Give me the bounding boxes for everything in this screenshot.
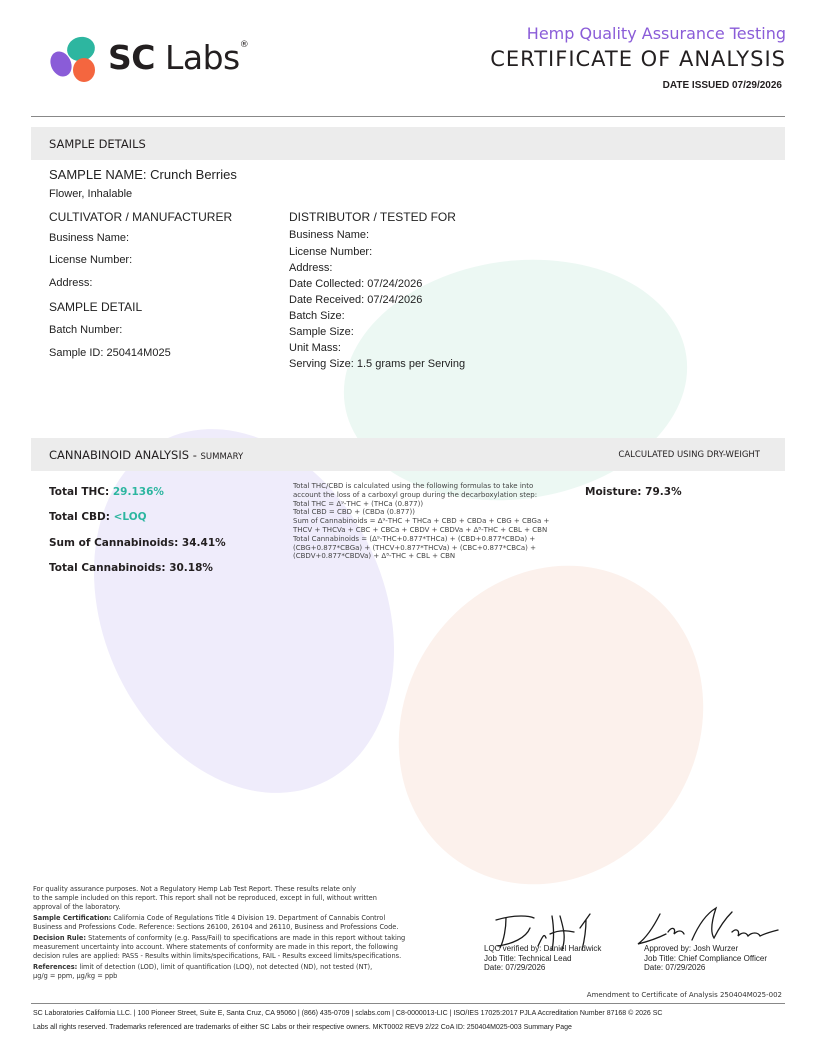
- total-cbd: [49, 511, 147, 523]
- disclaimer: [33, 885, 445, 981]
- right-date: Date: 07/29/2026: [644, 963, 706, 972]
- date-received: Date Received: 07/24/2026: [289, 294, 423, 306]
- cultivator-heading: CULTIVATOR / MANUFACTURER: [49, 210, 233, 224]
- decision-rule-label: Decision Rule:: [33, 934, 86, 942]
- certification-text: Business and Professions Code. Reference: Sections 26100, 26104 and 26110, Business and Professions Code.: [33, 923, 399, 931]
- logo-mark-icon: [47, 33, 105, 85]
- sample-name: SAMPLE NAME: Crunch Berries: [49, 167, 237, 182]
- left-job-title: Job Title: Technical Lead: [484, 953, 572, 963]
- disclaimer-line: For quality assurance purposes. Not a Regulatory Hemp Lab Test Report. These results relate only: [33, 885, 357, 893]
- logo-wordmark: [108, 38, 248, 77]
- total-thc-label: Total THC:: [49, 486, 113, 498]
- signature-left-info: [484, 944, 601, 973]
- approved-by: Approved by: Josh Wurzer: [644, 944, 739, 953]
- verified-by: LQC verified by: Daniel Hardwick: [484, 944, 602, 953]
- footer-divider: [31, 1003, 785, 1004]
- signature-right-info: [644, 944, 767, 973]
- formula-line: Total Cannabinoids = (Δ⁹-THC+0.877*THCa) + (CBD+0.877*CBDa) +: [293, 534, 536, 543]
- registered-mark: ®: [239, 40, 249, 50]
- cultivator-address: Address:: [49, 277, 93, 289]
- cannabinoid-heading: [49, 448, 243, 462]
- distributor-address: Address:: [289, 262, 333, 274]
- left-date: Date: 07/29/2026: [484, 963, 546, 972]
- formula-line: Sum of Cannabinoids = Δ⁹-THC + THCa + CBD + CBDa + CBG + CBGa +: [293, 517, 550, 526]
- certification-text: California Code of Regulations Title 4 Division 19. Department of Cannabis Control: [111, 914, 386, 922]
- disclaimer-line: to the sample included on this report. This report shall not be reproduced, except in full, without written: [33, 894, 377, 902]
- sample-id: Sample ID: 250414M025: [49, 347, 171, 359]
- sample-detail-heading: SAMPLE DETAIL: [49, 300, 143, 314]
- header-divider: [31, 116, 785, 117]
- logo-wordmark-bold: SC: [108, 38, 155, 77]
- background-blob-orange: [338, 507, 765, 944]
- decision-rule-text: Statements of conformity (e.g. Pass/Fail) to specifications are made in this report without taking: [85, 934, 406, 942]
- decision-rule-text: measurement uncertainty into account. Where statements of conformity are made in this report, the following: [33, 943, 398, 951]
- calculation-formulas: [293, 482, 575, 561]
- total-thc: [49, 486, 164, 498]
- cultivator-business-name: Business Name:: [49, 232, 130, 244]
- sample-size: Sample Size:: [289, 326, 354, 338]
- formula-line: Total THC/CBD is calculated using the following formulas to take into: [293, 482, 534, 490]
- disclaimer-line: approval of the laboratory.: [33, 903, 121, 911]
- moisture: Moisture: 79.3%: [585, 486, 682, 498]
- cannabinoid-heading-main: CANNABINOID ANALYSIS -: [49, 448, 201, 462]
- sample-details-band: [31, 127, 785, 160]
- formula-line: Total CBD = CBD + (CBDa (0.877)): [293, 508, 415, 517]
- distributor-license-number: License Number:: [289, 246, 373, 258]
- amendment-note: Amendment to Certificate of Analysis 250404M025-002: [586, 991, 782, 999]
- formula-line: (CBDV+0.877*CBDVa) + Δ⁸-THC + CBL + CBN: [293, 552, 456, 561]
- distributor-business-name: Business Name:: [289, 229, 370, 241]
- header-subtitle: Hemp Quality Assurance Testing: [526, 24, 786, 43]
- footer-line-1: SC Laboratories California LLC. | 100 Pioneer Street, Suite E, Santa Cruz, CA 95060 | (866) 435-0709 | sclabs.com | C8-0000013-LIC | ISO/IES 17025:2017 PJLA Accreditation Number 87168 © 2026 SC: [33, 1010, 663, 1017]
- formula-line: Total THC = Δ⁹-THC + (THCa (0.877)): [293, 499, 424, 508]
- sample-details-heading: SAMPLE DETAILS: [49, 137, 146, 151]
- references-label: References:: [33, 963, 78, 971]
- distributor-heading: DISTRIBUTOR / TESTED FOR: [289, 210, 456, 224]
- signature-josh-wurzer: [632, 904, 782, 949]
- sum-of-cannabinoids: Sum of Cannabinoids: 34.41%: [49, 537, 226, 549]
- logo: [47, 33, 267, 85]
- cultivator-license-number: License Number:: [49, 254, 133, 266]
- formula-line: account the loss of a carboxyl group during the decarboxylation step:: [293, 490, 538, 499]
- right-job-title: Job Title: Chief Compliance Officer: [644, 953, 768, 963]
- unit-mass: Unit Mass:: [289, 342, 341, 354]
- cannabinoid-band: [31, 438, 785, 471]
- dry-weight-note: CALCULATED USING DRY-WEIGHT: [618, 450, 760, 460]
- logo-wordmark-light: Labs: [165, 38, 240, 77]
- page-title: CERTIFICATE OF ANALYSIS: [490, 47, 786, 71]
- references-text: µg/g = ppm, µg/kg = ppb: [33, 972, 118, 980]
- decision-rule-text: decision rules are applied: PASS - Results within limits/specifications, FAIL - Results exceed limits/specifications.: [33, 952, 402, 960]
- sample-type: Flower, Inhalable: [49, 188, 133, 200]
- batch-size: Batch Size:: [289, 310, 345, 322]
- logo-orange-petal: [73, 58, 95, 82]
- total-thc-value: 29.136%: [112, 486, 164, 498]
- batch-number: Batch Number:: [49, 324, 123, 336]
- serving-size: Serving Size: 1.5 grams per Serving: [289, 358, 466, 370]
- total-cannabinoids: Total Cannabinoids: 30.18%: [49, 562, 213, 574]
- cannabinoid-heading-small: SUMMARY: [200, 452, 244, 462]
- date-issued: DATE ISSUED 07/29/2026: [662, 80, 782, 91]
- footer-line-2: Labs all rights reserved. Trademarks referenced are trademarks of either SC Labs or their respective owners. MKT0002 REV9 2/22 CoA ID: 250404M025-003 Summary Page: [33, 1024, 572, 1031]
- date-collected: Date Collected: 07/24/2026: [289, 278, 423, 290]
- certification-label: Sample Certification:: [33, 914, 112, 922]
- total-cbd-label: Total CBD:: [49, 511, 114, 523]
- total-cbd-value: <LOQ: [113, 511, 147, 523]
- references-text: limit of detection (LOD), limit of quantification (LOQ), not detected (ND), not tested (NT),: [77, 963, 373, 971]
- formula-line: THCV + THCVa + CBC + CBCa + CBDV + CBDVa + Δ⁸-THC + CBL + CBN: [293, 525, 548, 534]
- formula-line: (CBG+0.877*CBGa) + (THCV+0.877*THCVa) + (CBC+0.877*CBCa) +: [293, 543, 536, 552]
